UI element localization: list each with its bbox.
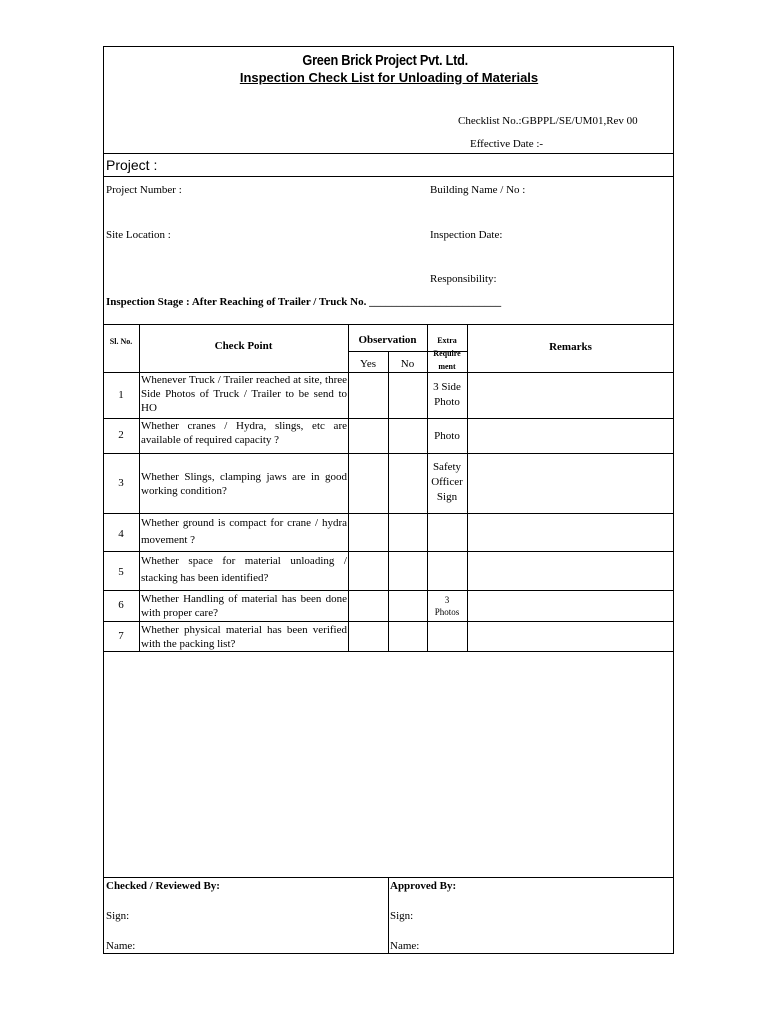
inspection-date-label: Inspection Date: [430, 229, 503, 241]
check-point-header: Check Point [214, 340, 273, 352]
row-3-check-point: Whether Slings, clamping jaws are in good working condition? [141, 471, 347, 497]
remarks-header: Remarks [549, 341, 592, 353]
row-2-extra: Photo [434, 430, 460, 442]
row-6-check-point: Whether Handling of material has been done with proper care? [141, 593, 347, 619]
row-4-check-point: Whether ground is compact for crane / hydra movement ? [141, 517, 347, 546]
row-1-extra: 3 Side Photo [433, 381, 461, 408]
approved-by-label: Approved By: [390, 880, 457, 892]
row-3-extra: Safety Officer Sign [431, 461, 463, 503]
row-7-check-point: Whether physical material has been verified with the packing list? [141, 624, 347, 650]
observation-header: Observation [358, 334, 417, 346]
extra-requirement-header: Extra Require ment [433, 336, 461, 371]
project-number-label: Project Number : [106, 184, 182, 196]
responsibility-label: Responsibility: [430, 273, 497, 285]
row-5-check-point: Whether space for material unloading / stacking has been identified? [141, 555, 347, 584]
row-7-sl: 7 [118, 630, 124, 642]
site-location-label: Site Location : [106, 229, 171, 241]
checklist-number: Checklist No.:GBPPL/SE/UM01,Rev 00 [458, 115, 638, 127]
row-2-sl: 2 [118, 429, 124, 441]
row-5-sl: 5 [118, 566, 124, 578]
checked-by-label: Checked / Reviewed By: [106, 880, 220, 892]
sl-no-header: Sl. No. [109, 337, 133, 346]
yes-header: Yes [359, 358, 376, 370]
name-right-label: Name: [390, 940, 420, 952]
row-6-sl: 6 [118, 599, 124, 611]
document-title: Inspection Check List for Unloading of Materials [239, 70, 539, 85]
row-2-check-point: Whether cranes / Hydra, slings, etc are available of required capacity ? [141, 420, 347, 446]
sign-right-label: Sign: [390, 910, 414, 922]
project-label: Project : [106, 157, 158, 173]
row-1-sl: 1 [118, 389, 124, 401]
row-1-check-point: Whenever Truck / Trailer reached at site, three Side Photos of Truck / Trailer to be send to HO [141, 374, 347, 414]
no-header: No [400, 358, 415, 370]
row-6-extra: 3 Photos [434, 595, 460, 617]
row-3-sl: 3 [118, 477, 124, 489]
row-4-sl: 4 [118, 528, 124, 540]
company-name: Green Brick Project Pvt. Ltd. [302, 52, 468, 69]
sign-left-label: Sign: [106, 910, 130, 922]
inspection-stage: Inspection Stage : After Reaching of Trailer / Truck No. ________________________ [106, 296, 502, 308]
effective-date: Effective Date :- [470, 138, 544, 150]
building-name-label: Building Name / No : [430, 184, 526, 196]
name-left-label: Name: [106, 940, 136, 952]
